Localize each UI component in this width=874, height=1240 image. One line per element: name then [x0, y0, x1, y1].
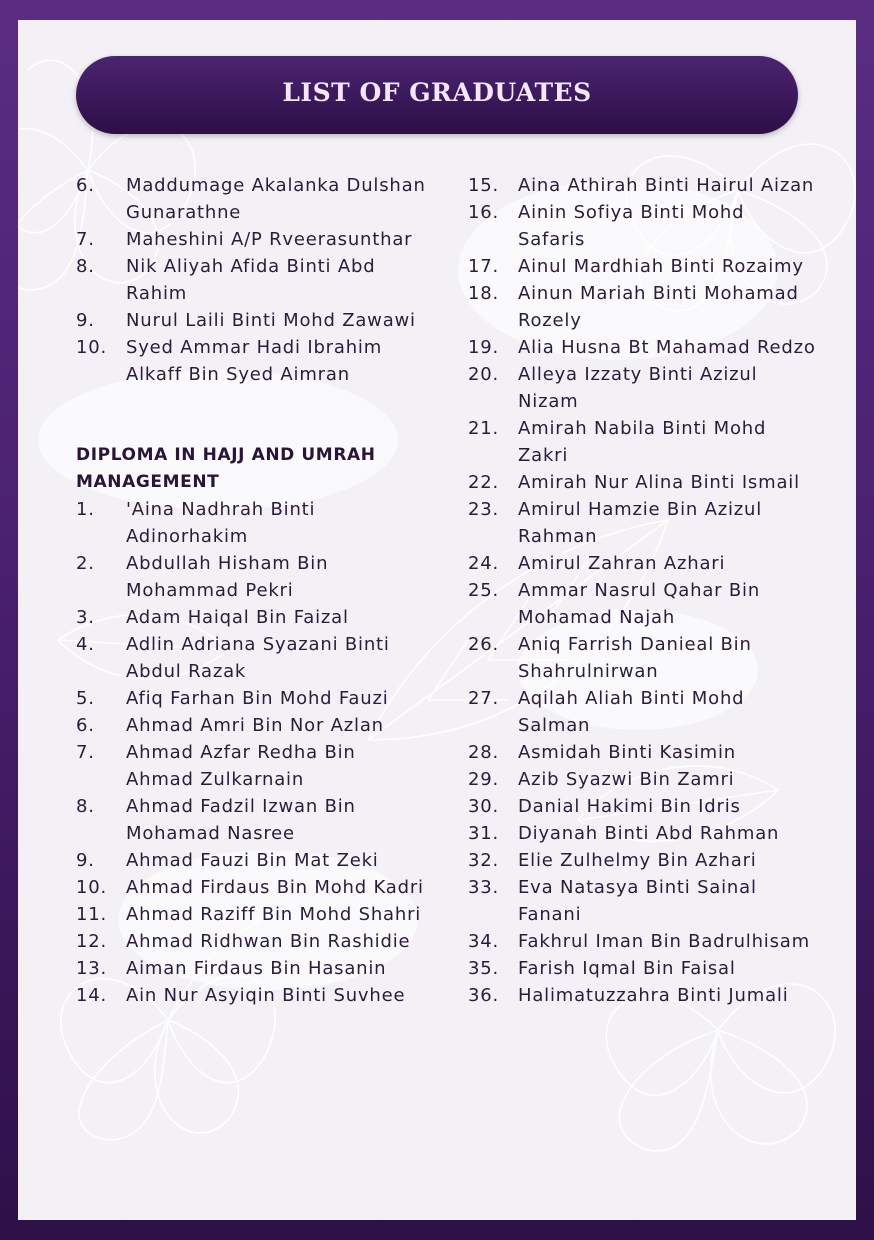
list-item	[76, 955, 426, 982]
graduate-name: Amirah Nur Alina Binti Ismail	[518, 472, 800, 493]
graduate-name: Adam Haiqal Bin Faizal	[126, 607, 349, 628]
list-item-number: 7.	[76, 229, 95, 250]
graduate-name: Fakhrul Iman Bin Badrulhisam	[518, 931, 810, 952]
list-item-number: 10.	[76, 337, 108, 358]
list-item	[76, 172, 426, 226]
list-item	[76, 739, 426, 793]
list-item	[468, 253, 818, 280]
graduate-name: 'Aina Nadhrah Binti Adinorhakim	[126, 499, 316, 547]
list-item-number: 32.	[468, 850, 500, 871]
graduate-name: Amirah Nabila Binti Mohd Zakri	[518, 418, 767, 466]
list-item	[76, 307, 426, 334]
list-item	[468, 685, 818, 739]
list-item	[468, 577, 818, 631]
list-item-number: 20.	[468, 364, 500, 385]
list-item-number: 19.	[468, 337, 500, 358]
list-item-number: 22.	[468, 472, 500, 493]
list-item-number: 11.	[76, 904, 108, 925]
graduate-list-hajj-umrah	[76, 496, 426, 1009]
list-item-number: 23.	[468, 499, 500, 520]
graduate-name: Alia Husna Bt Mahamad Redzo	[518, 337, 816, 358]
list-item	[76, 334, 426, 388]
list-item-number: 24.	[468, 553, 500, 574]
graduate-name: Danial Hakimi Bin Idris	[518, 796, 741, 817]
graduate-name: Nurul Laili Binti Mohd Zawawi	[126, 310, 416, 331]
list-item-number: 18.	[468, 283, 500, 304]
graduate-name: Maddumage Akalanka Dulshan Gunarathne	[126, 175, 426, 223]
right-column	[468, 172, 818, 1009]
list-item	[76, 874, 426, 901]
graduate-name: Aiman Firdaus Bin Hasanin	[126, 958, 387, 979]
graduate-name: Afiq Farhan Bin Mohd Fauzi	[126, 688, 389, 709]
graduate-name: Ahmad Firdaus Bin Mohd Kadri	[126, 877, 424, 898]
graduate-name: Farish Iqmal Bin Faisal	[518, 958, 736, 979]
list-item	[468, 874, 818, 928]
graduate-name: Halimatuzzahra Binti Jumali	[518, 985, 789, 1006]
list-item	[76, 901, 426, 928]
list-item-number: 33.	[468, 877, 500, 898]
list-item	[468, 361, 818, 415]
list-item	[468, 199, 818, 253]
list-item	[468, 172, 818, 199]
list-item	[76, 685, 426, 712]
graduate-name: Amirul Zahran Azhari	[518, 553, 726, 574]
list-item-number: 21.	[468, 418, 500, 439]
list-item-number: 9.	[76, 850, 95, 871]
graduate-name: Asmidah Binti Kasimin	[518, 742, 736, 763]
list-item	[468, 928, 818, 955]
list-item-number: 7.	[76, 742, 95, 763]
list-item-number: 5.	[76, 688, 95, 709]
graduate-name: Ainul Mardhiah Binti Rozaimy	[518, 256, 804, 277]
graduate-name: Ainin Sofiya Binti Mohd Safaris	[518, 202, 745, 250]
graduate-name: Ahmad Ridhwan Bin Rashidie	[126, 931, 411, 952]
page-panel	[18, 20, 856, 1220]
list-item	[468, 334, 818, 361]
list-item-number: 6.	[76, 175, 95, 196]
list-item-number: 29.	[468, 769, 500, 790]
list-item-number: 35.	[468, 958, 500, 979]
list-item	[468, 280, 818, 334]
graduate-name: Azib Syazwi Bin Zamri	[518, 769, 735, 790]
list-item	[76, 604, 426, 631]
list-item-number: 36.	[468, 985, 500, 1006]
list-item	[468, 415, 818, 469]
graduate-name: Maheshini A/P Rveerasunthar	[126, 229, 413, 250]
list-item	[76, 550, 426, 604]
graduate-name: Eva Natasya Binti Sainal Fanani	[518, 877, 757, 925]
list-item	[468, 820, 818, 847]
list-item	[468, 793, 818, 820]
graduate-name: Abdullah Hisham Bin Mohammad Pekri	[126, 553, 329, 601]
graduate-name: Ahmad Azfar Redha Bin Ahmad Zulkarnain	[126, 742, 356, 790]
graduate-name: Aina Athirah Binti Hairul Aizan	[518, 175, 815, 196]
graduate-name: Diyanah Binti Abd Rahman	[518, 823, 780, 844]
graduate-name: Ahmad Amri Bin Nor Azlan	[126, 715, 384, 736]
list-item-number: 28.	[468, 742, 500, 763]
graduate-name: Ahmad Raziff Bin Mohd Shahri	[126, 904, 422, 925]
list-item-number: 4.	[76, 634, 95, 655]
graduate-name: Syed Ammar Hadi Ibrahim Alkaff Bin Syed Aimran	[126, 337, 383, 385]
list-item	[76, 226, 426, 253]
list-item-number: 30.	[468, 796, 500, 817]
list-item-number: 26.	[468, 634, 500, 655]
list-item-number: 6.	[76, 715, 95, 736]
list-item	[468, 847, 818, 874]
list-item	[468, 550, 818, 577]
list-item	[468, 955, 818, 982]
graduate-name: Ain Nur Asyiqin Binti Suvhee	[126, 985, 406, 1006]
list-item-number: 1.	[76, 499, 95, 520]
graduate-name: Ainun Mariah Binti Mohamad Rozely	[518, 283, 799, 331]
list-item	[76, 253, 426, 307]
list-item-number: 2.	[76, 553, 95, 574]
graduate-name: Aqilah Aliah Binti Mohd Salman	[518, 688, 745, 736]
section-title: DIPLOMA IN HAJJ AND UMRAH MANAGEMENT	[76, 445, 376, 492]
list-item-number: 34.	[468, 931, 500, 952]
graduate-list-continued	[76, 172, 426, 388]
list-item	[76, 847, 426, 874]
list-item-number: 13.	[76, 958, 108, 979]
list-item-number: 31.	[468, 823, 500, 844]
list-item	[76, 982, 426, 1009]
list-item	[76, 631, 426, 685]
list-item	[468, 739, 818, 766]
list-item-number: 12.	[76, 931, 108, 952]
list-item-number: 16.	[468, 202, 500, 223]
list-item	[468, 982, 818, 1009]
graduate-name: Amirul Hamzie Bin Azizul Rahman	[518, 499, 763, 547]
list-item-number: 3.	[76, 607, 95, 628]
list-item	[468, 496, 818, 550]
list-item	[76, 793, 426, 847]
list-item-number: 8.	[76, 256, 95, 277]
graduate-name: Ammar Nasrul Qahar Bin Mohamad Najah	[518, 580, 761, 628]
list-item-number: 17.	[468, 256, 500, 277]
page-title: LIST OF GRADUATES	[282, 77, 592, 107]
graduate-name: Ahmad Fadzil Izwan Bin Mohamad Nasree	[126, 796, 356, 844]
list-item-number: 10.	[76, 877, 108, 898]
list-item	[76, 496, 426, 550]
graduate-name: Adlin Adriana Syazani Binti Abdul Razak	[126, 634, 390, 682]
list-item-number: 27.	[468, 688, 500, 709]
list-item-number: 14.	[76, 985, 108, 1006]
list-item-number: 8.	[76, 796, 95, 817]
graduate-name: Elie Zulhelmy Bin Azhari	[518, 850, 757, 871]
list-item	[468, 631, 818, 685]
list-item-number: 15.	[468, 175, 500, 196]
graduate-name: Ahmad Fauzi Bin Mat Zeki	[126, 850, 379, 871]
list-item	[468, 766, 818, 793]
graduate-name: Alleya Izzaty Binti Azizul Nizam	[518, 364, 758, 412]
list-item	[468, 469, 818, 496]
graduate-list-hajj-umrah-continued	[468, 172, 818, 1009]
list-item	[76, 712, 426, 739]
list-item	[76, 928, 426, 955]
list-item-number: 25.	[468, 580, 500, 601]
title-banner	[76, 56, 798, 134]
graduate-name: Aniq Farrish Danieal Bin Shahrulnirwan	[518, 634, 752, 682]
left-column	[76, 172, 426, 1009]
graduate-name: Nik Aliyah Afida Binti Abd Rahim	[126, 256, 376, 304]
list-item-number: 9.	[76, 310, 95, 331]
